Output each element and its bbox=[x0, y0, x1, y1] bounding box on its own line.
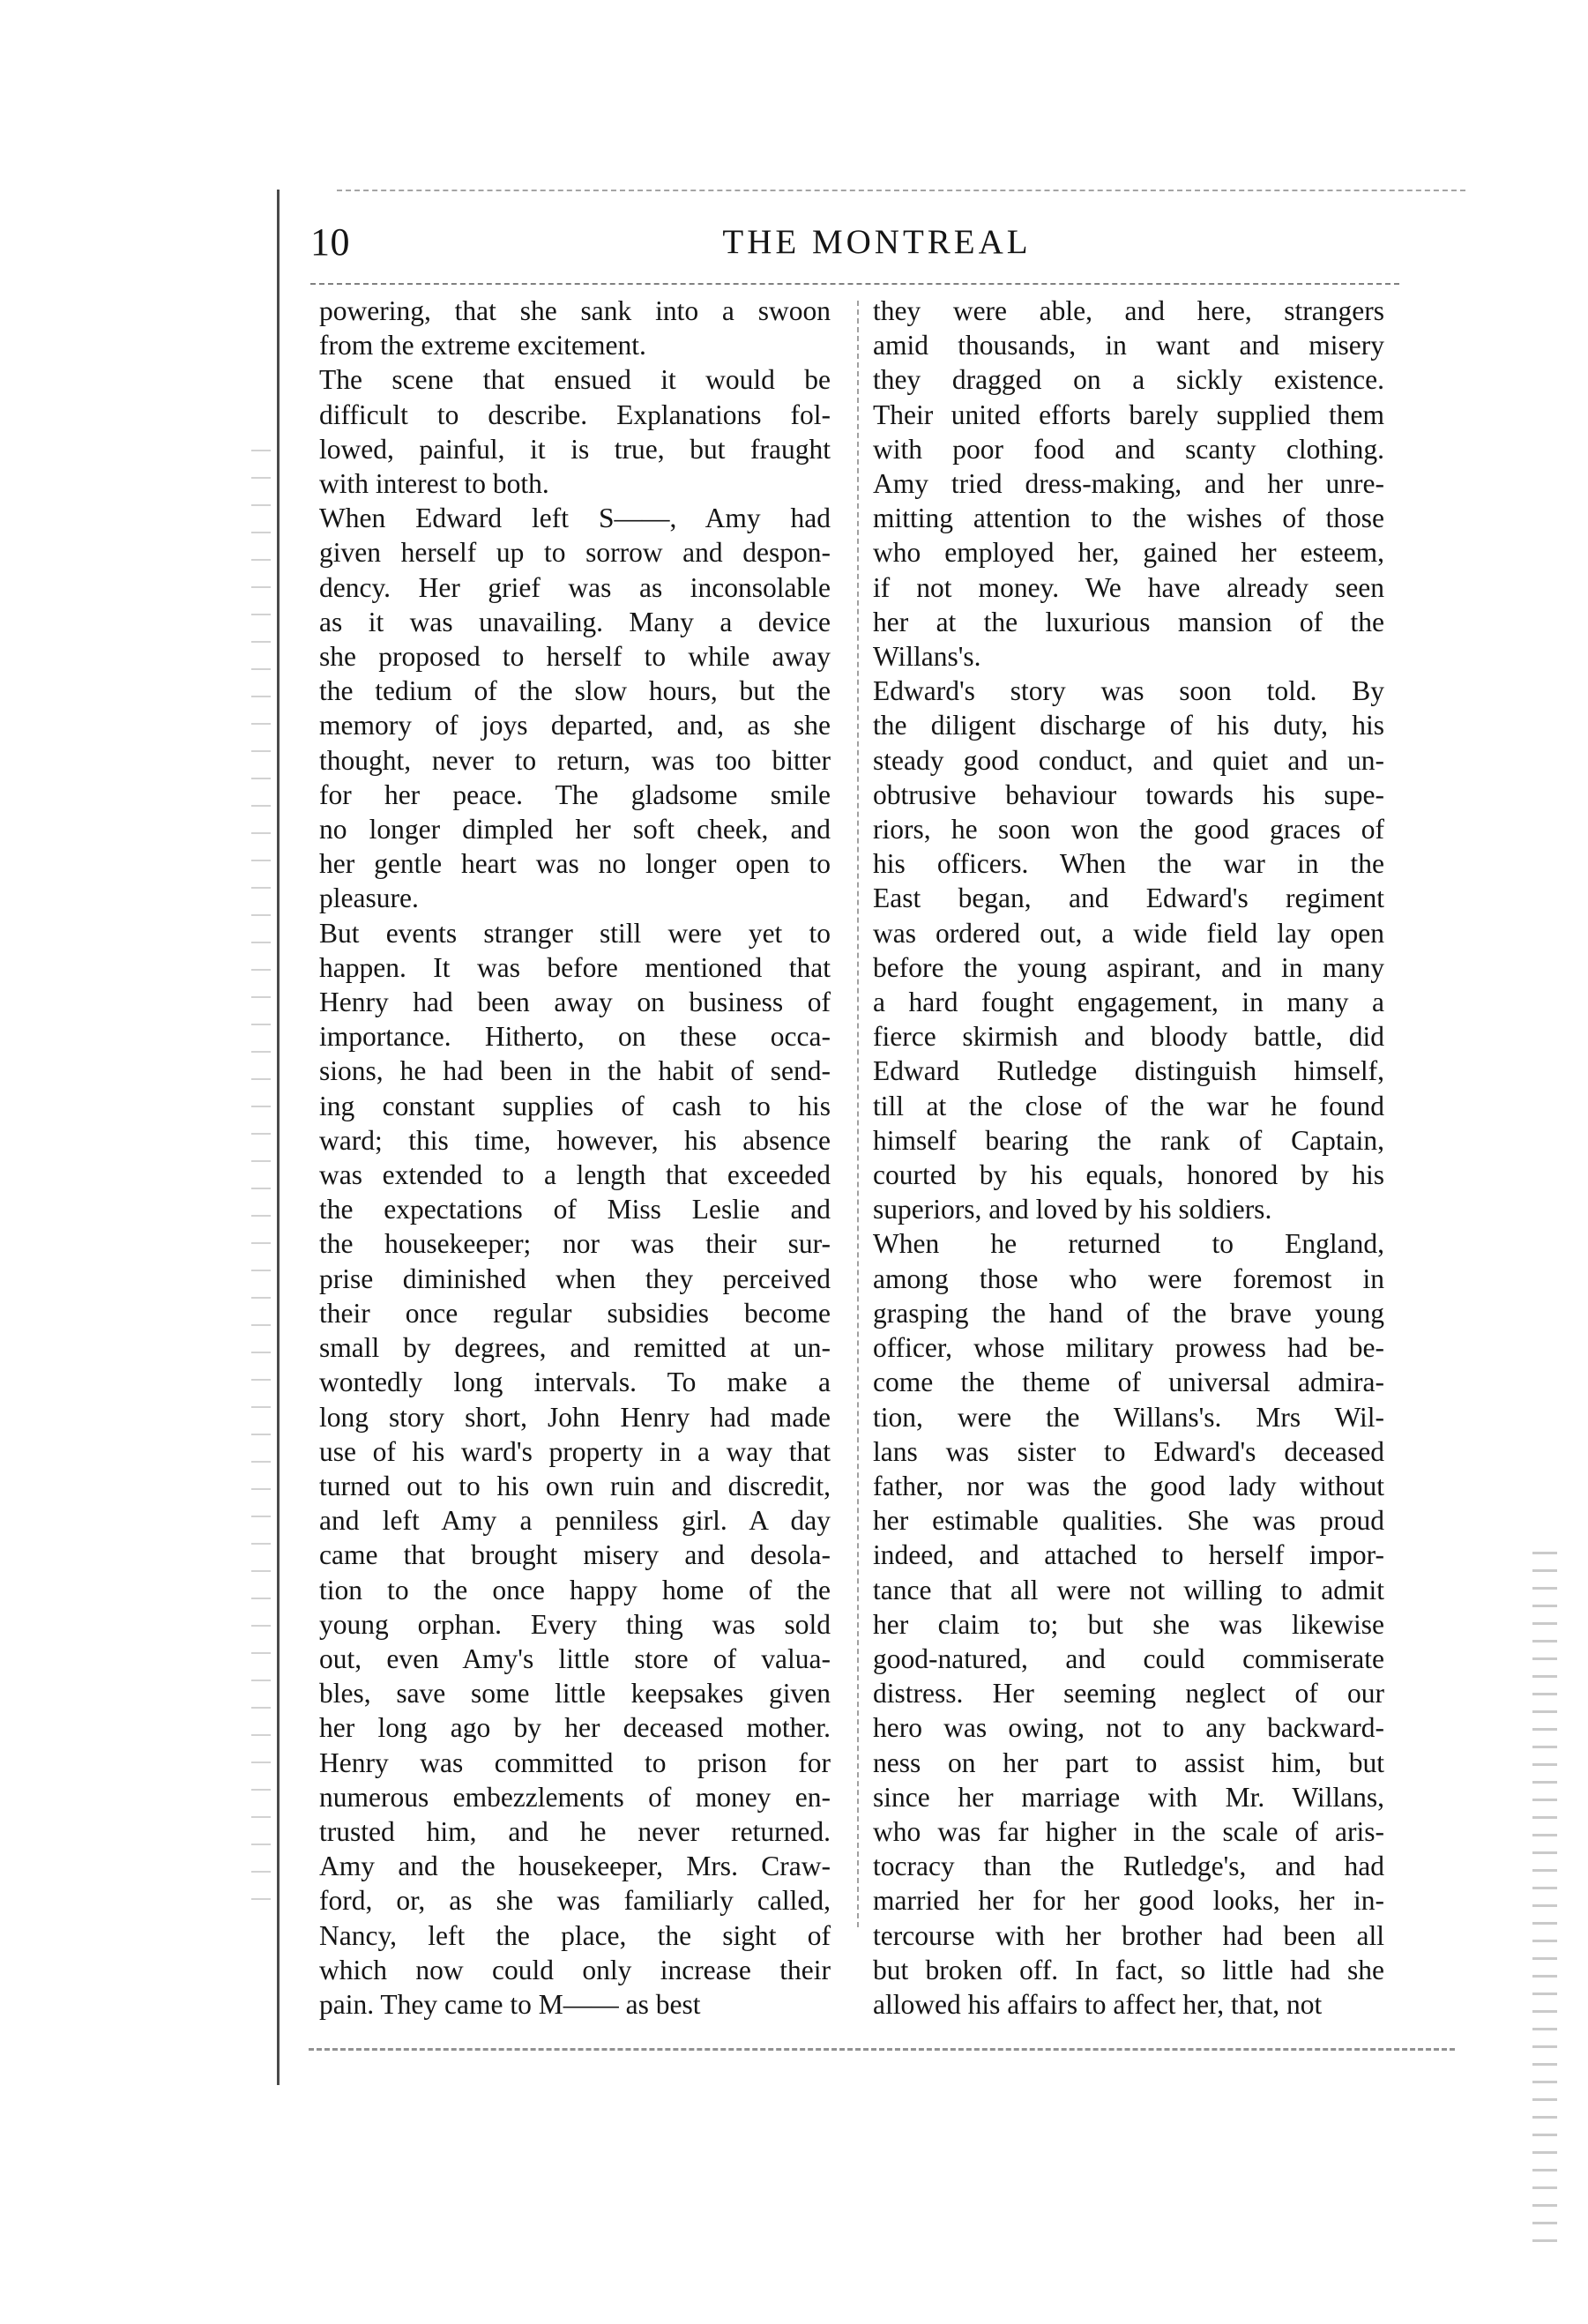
text-line: ness on her part to assist him, but bbox=[873, 1747, 1384, 1778]
text-line: grasping the hand of the brave young bbox=[873, 1297, 1384, 1329]
text-line: courted by his equals, honored by his bbox=[873, 1159, 1384, 1191]
text-line: trusted him, and he never returned. bbox=[319, 1815, 831, 1847]
text-line: before the young aspirant, and in many bbox=[873, 951, 1384, 983]
text-line: lans was sister to Edward's deceased bbox=[873, 1435, 1384, 1467]
text-line: pain. They came to M—— as best bbox=[319, 1988, 701, 2020]
text-line: as it was unavailing. Many a device bbox=[319, 606, 831, 637]
article-columns bbox=[319, 294, 1457, 2020]
text-line: tercourse with her brother had been all bbox=[873, 1919, 1384, 1951]
text-line: the housekeeper; nor was their sur- bbox=[319, 1228, 831, 1260]
text-line: himself bearing the rank of Captain, bbox=[873, 1124, 1384, 1156]
text-line: numerous embezzlements of money en- bbox=[319, 1781, 831, 1813]
text-line: the expectations of Miss Leslie and bbox=[319, 1194, 831, 1225]
text-line: distress. Her seeming neglect of our bbox=[873, 1678, 1384, 1709]
text-line: out, even Amy's little store of valua- bbox=[319, 1642, 831, 1674]
text-line: her long ago by her deceased mother. bbox=[319, 1712, 831, 1744]
text-line: superiors, and loved by his soldiers. bbox=[873, 1194, 1272, 1225]
text-line: her claim to; but she was likewise bbox=[873, 1608, 1384, 1640]
column-divider bbox=[857, 301, 859, 1927]
text-line: for her peace. The gladsome smile bbox=[319, 778, 831, 810]
text-line: Willans's. bbox=[873, 641, 981, 673]
text-line: tance that all were not willing to admit bbox=[873, 1574, 1384, 1605]
text-line: powering, that she sank into a swoon bbox=[319, 295, 831, 326]
text-line: his officers. When the war in the bbox=[873, 848, 1384, 880]
text-line: fierce skirmish and bloody battle, did bbox=[873, 1021, 1384, 1053]
text-line: Henry had been away on business of bbox=[319, 987, 831, 1018]
text-line: which now could only increase their bbox=[319, 1954, 831, 1985]
left-margin-specks bbox=[251, 450, 271, 1904]
text-line: ward; this time, however, his absence bbox=[319, 1124, 831, 1156]
text-line: wontedly long intervals. To make a bbox=[319, 1367, 831, 1398]
text-line: tion, were the Willans's. Mrs Wil- bbox=[873, 1401, 1384, 1433]
text-line: come the theme of universal admira- bbox=[873, 1367, 1384, 1398]
text-line: but broken off. In fact, so little had she bbox=[873, 1954, 1384, 1985]
text-line: East began, and Edward's regiment bbox=[873, 883, 1384, 914]
page-number: 10 bbox=[310, 220, 350, 264]
text-line: turned out to his own ruin and discredit, bbox=[319, 1470, 831, 1501]
text-line: with interest to both. bbox=[319, 468, 549, 500]
text-line: thought, never to return, was too bitter bbox=[319, 744, 831, 776]
text-line: a hard fought engagement, in many a bbox=[873, 987, 1384, 1018]
text-line: pleasure. bbox=[319, 883, 419, 914]
text-line: small by degrees, and remitted at un- bbox=[319, 1332, 831, 1364]
text-line: their once regular subsidies become bbox=[319, 1297, 831, 1329]
page-header bbox=[310, 216, 1399, 281]
text-line: When Edward left S——, Amy had bbox=[319, 503, 831, 534]
text-line: was extended to a length that exceeded bbox=[319, 1159, 831, 1191]
text-line: they dragged on a sickly existence. bbox=[873, 364, 1384, 396]
text-line: allowed his affairs to affect her, that, not bbox=[873, 1988, 1323, 2020]
text-line: married her for her good looks, her in- bbox=[873, 1885, 1384, 1917]
top-page-rule bbox=[337, 190, 1465, 193]
text-line: among those who were foremost in bbox=[873, 1263, 1384, 1294]
text-line: came that brought misery and desola- bbox=[319, 1539, 831, 1571]
text-line: dency. Her grief was as inconsolable bbox=[319, 571, 831, 603]
text-line: obtrusive behaviour towards his supe- bbox=[873, 778, 1384, 810]
text-line: tion to the once happy home of the bbox=[319, 1574, 831, 1605]
text-line: riors, he soon won the good graces of bbox=[873, 814, 1384, 845]
text-line: Amy tried dress-making, and her unre- bbox=[873, 468, 1384, 500]
text-line: if not money. We have already seen bbox=[873, 571, 1384, 603]
text-line: Amy and the housekeeper, Mrs. Craw- bbox=[319, 1851, 831, 1882]
text-line: bles, save some little keepsakes given bbox=[319, 1678, 831, 1709]
text-line: from the extreme excitement. bbox=[319, 330, 646, 361]
text-line: importance. Hitherto, on these occa- bbox=[319, 1021, 831, 1053]
text-line: When he returned to England, bbox=[873, 1228, 1384, 1260]
text-line: father, nor was the good lady without bbox=[873, 1470, 1384, 1501]
text-line: and left Amy a penniless girl. A day bbox=[319, 1505, 831, 1537]
text-line: lowed, painful, it is true, but fraught bbox=[319, 433, 831, 465]
right-margin-marks bbox=[1532, 1552, 1557, 2257]
text-line: Nancy, left the place, the sight of bbox=[319, 1919, 831, 1951]
text-line: young orphan. Every thing was sold bbox=[319, 1608, 831, 1640]
text-line: her estimable qualities. She was proud bbox=[873, 1505, 1384, 1537]
journal-title: THE MONTREAL bbox=[722, 223, 1032, 261]
text-line: steady good conduct, and quiet and un- bbox=[873, 744, 1384, 776]
text-line: Henry was committed to prison for bbox=[319, 1747, 831, 1778]
text-line: use of his ward's property in a way that bbox=[319, 1435, 831, 1467]
text-line: her at the luxurious mansion of the bbox=[873, 606, 1384, 637]
text-line: who employed her, gained her esteem, bbox=[873, 537, 1384, 569]
text-line: difficult to describe. Explanations fol- bbox=[319, 399, 831, 430]
text-line: ford, or, as she was familiarly called, bbox=[319, 1885, 831, 1917]
bottom-page-rule bbox=[309, 2048, 1455, 2051]
text-line: The scene that ensued it would be bbox=[319, 364, 831, 396]
text-line: no longer dimpled her soft cheek, and bbox=[319, 814, 831, 845]
text-line: ing constant supplies of cash to his bbox=[319, 1090, 831, 1121]
text-line: sions, he had been in the habit of send- bbox=[319, 1055, 831, 1087]
header-rule bbox=[310, 283, 1399, 285]
text-line: memory of joys departed, and, as she bbox=[319, 710, 831, 741]
text-line: given herself up to sorrow and despon- bbox=[319, 537, 831, 569]
right-column bbox=[873, 294, 1384, 2022]
text-line: Edward Rutledge distinguish himself, bbox=[873, 1055, 1384, 1087]
left-column bbox=[319, 294, 831, 2022]
text-line: mitting attention to the wishes of those bbox=[873, 503, 1384, 534]
book-page bbox=[277, 190, 1450, 2094]
text-line: Their united efforts barely supplied them bbox=[873, 399, 1384, 430]
text-line: who was far higher in the scale of aris- bbox=[873, 1815, 1384, 1847]
text-line: good-natured, and could commiserate bbox=[873, 1642, 1384, 1674]
text-line: till at the close of the war he found bbox=[873, 1090, 1384, 1121]
left-page-border bbox=[277, 190, 280, 2085]
text-line: long story short, John Henry had made bbox=[319, 1401, 831, 1433]
text-line: the tedium of the slow hours, but the bbox=[319, 675, 831, 707]
text-line: officer, whose military prowess had be- bbox=[873, 1332, 1384, 1364]
text-line: was ordered out, a wide field lay open bbox=[873, 917, 1384, 949]
text-line: prise diminished when they perceived bbox=[319, 1263, 831, 1294]
text-line: with poor food and scanty clothing. bbox=[873, 433, 1384, 465]
text-line: But events stranger still were yet to bbox=[319, 917, 831, 949]
text-line: she proposed to herself to while away bbox=[319, 641, 831, 673]
text-line: the diligent discharge of his duty, his bbox=[873, 710, 1384, 741]
text-line: since her marriage with Mr. Willans, bbox=[873, 1781, 1384, 1813]
text-line: happen. It was before mentioned that bbox=[319, 951, 831, 983]
text-line: tocracy than the Rutledge's, and had bbox=[873, 1851, 1384, 1882]
text-line: her gentle heart was no longer open to bbox=[319, 848, 831, 880]
text-line: amid thousands, in want and misery bbox=[873, 330, 1384, 361]
text-line: Edward's story was soon told. By bbox=[873, 675, 1384, 707]
text-line: indeed, and attached to herself impor- bbox=[873, 1539, 1384, 1571]
text-line: they were able, and here, strangers bbox=[873, 295, 1384, 326]
text-line: hero was owing, not to any backward- bbox=[873, 1712, 1384, 1744]
